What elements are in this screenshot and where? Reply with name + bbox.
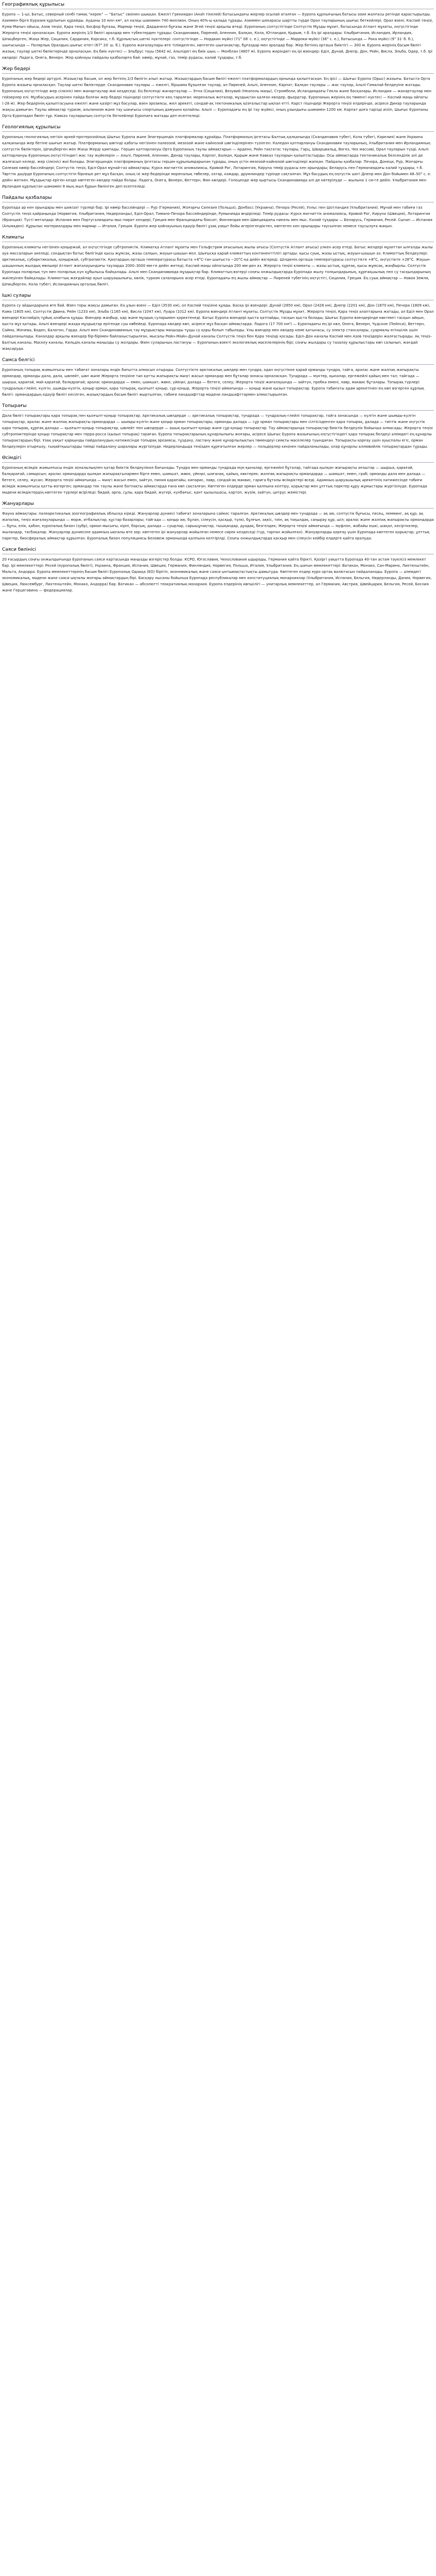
section-paragraph: Еуропаның климаты негізінен қоңыржай, ал оңтүстігінде субтропиктік. Климатқа Атлант мұхиты мен Гольфстрим ағысының жылы ағысы (Солтүстік Атлант ағысы) үлкен әсер етеді. Батыс желдері мұхиттан ылғалды жылы ауа массаларын әкеледі, сондықтан батыс бөлігінде қысы жұмсақ, жазы салқын, жауын-шашын мол. Шығысқа қарай климаттың континенттілігі артады: қысы суық, жазы ыстық, жауын-шашын аз. Климаттық белдеулері: арктикалық, субарктикалық, қоңыржай, субтропиктік. Қаңтардың орташа температурасы батыста +8°C-тан шығыста −20°C-қа дейін өзгереді. Шілденің орташа температурасы солтүстікте +8°C, оңтүстікте +28°C. Жауын-шашынның жылдық мөлшері Атлант жағалауындағы тауларда 2000–3000 мм-ге дейін жетеді, Каспий маңы ойпатында 200 мм-ден аз. Жерорта теңізі климаты — жазы ыстық, құрғақ, қысы жұмсақ, жаңбырлы. Солтүстік Еуропада полярлық түн мен полярлық күн құбылысы байқалады. Альпі мен Скандинавияда мұздықтар бар. Климаттың өзгеруі соңғы онжылдықтарда Еуропада жылу толқындарының, құрғақшылық пен су тасқындарының жиілеуінен байқалады. Климаттық жағдайлар ауыл шаруашылығы, көлік, туризм салаларына әсер етеді. Еуропадағы ең жылы аймақтар — Пиреней түбегінің оңтүстігі, Сицилия, Греция. Ең суық аймақтар — Новая Земля, Шпицберген, Кола түбегі, Исландияның орталық бөлігі. — [2, 245, 433, 286]
section-fauna — [2, 501, 434, 541]
section-paragraph: Еуропаның топырақ жамылғысы мен табиғат зоналары ендік бағытта алмасып отырады. Солтүстікте арктикалық шөлдер мен тундра, одан оңтүстікке қарай орманды тундра, тайга, аралас және жалпақ жапырақты ормандар, орманды дала, дала, шөлейт, шөл және Жерорта теңізіне тән қатты жапырақты мәңгі жасыл ормандар мен бұталар зонасы орналасқан. Тундрада — мүктер, қыналар, ергежейлі қайың мен тал; тайгада — шырша, қарағай, май қарағай, балқарағай; аралас ормандарда — емен, шамшат, жөке, үйеңкі; далада — бетеге, селеу; Жерорта теңізі жағалауында — зәйтүн, пробка емені, лавр, маквис бұталары. Топырақ түрлері: тундралық-глейлі, күлгін, шымды-күлгін, қоңыр орман, қара топырақ, қызғылт қоңыр, сұр-қоңыр, Жерорта теңізі аймағында — қоңыр және қызыл топырақтар. Еуропа табиғаты адам әрекетінен ең көп өзгерген құрлық бөлігі: ормандардың едәуір бөлігі кесілген, жазықтардың басым бөлігі жыртылған, табиғи ландшафттар мәдени ландшафттармен алмастырылған. — [2, 368, 425, 397]
section-heading: Геологиялық құрылысы — [2, 124, 434, 132]
section-paragraph: Еуропа су айдындарына өте бай. Өзен торы жақсы дамыған. Ең ұзын өзені — Еділ (3530 км), ол Каспий теңізіне құяды. Басқа ірі өзендері: Дунай (2850 км), Орал (2428 км), Днепр (2201 км), Дон (1870 км), Печора (1809 км), Кама (1805 км), Солтүстік Двина, Рейн (1233 км), Эльба (1165 км), Висла (1047 км), Луара (1012 км). Еуропа өзендері Атлант мұхиты, Солтүстік Мұзды мұхит, Жерорта теңізі, Қара теңіз алаптарына жатады, ал Еділ мен Орал өзендері Каспийдің тұйық алабына құяды. Өзендер жаңбыр, қар және мұздық суларымен қоректенеді. Батыс Еуропа өзендері қыста қатпайды, тасқын қыста болады; Шығыс Еуропа өзендерінде көктемгі тасқын айқын, қыста мұз қатады. Альпі өзендері жазда мұздықтар ерігенде суы көбейеді. Еуропада көлдер көп, әсіресе мұз басқан аймақтарда: Ладога (17 700 км²) — Еуропадағы ең ірі көл, Онега, Венерн, Чудское (Пейпси), Веттерн, Сайма, Женева, Боден, Балатон, Гарда. Альпі мен Скандинавияның тау мұздықтары маңызды тұщы су қоры болып табылады. Ұлы өзендер мен көлдер кеме қатынасы, су электр стансалары, суармалы егіншілік үшін пайдаланылады. Каналдар арқылы өзендер бір-бірімен байланыстырылған, мысалы Рейн–Майн–Дунай каналы Солтүстік теңіз бен Қара теңізді қосады. Еділ–Дон каналы Каспий мен Азов теңіздерін жалғастырады. Ақ теңіз–Балтық каналы, Мәскеу каналы, Кильдің каналы маңызды су жолдары. Өзен суларының ластануы — Еуропаның өзекті экологиялық мәселелерінің бірі; соңғы жылдары су тазалау құрылыстары көп салынып, жағдай жақсаруда. — [2, 303, 434, 351]
section-paragraph: 20 ғасырдың соңғы онжылдығында Еуропаның саяси картасында маңызды өзгерістер болды: КСРО, Югославия, Чехословакия ыдырады, Германия қайта бірікті. Қазіргі уақытта Еуропада 40-тан астам тәуелсіз мемлекет бар. Ірі мемлекеттері: Ресей (еуропалық бөлігі), Украина, Франция, Испания, Швеция, Германия, Финляндия, Норвегия, Польша, Италия, Ұлыбритания. Ең шағын мемлекеттері: Ватикан, Монако, Сан-Марино, Лихтенштейн, Мальта, Андорра. Еуропа мемлекеттерінің басым бөлігі Еуропалық Одаққа (ЕО) бірігіп, экономикалық және саяси ынтымақтастықты дамытуда. Көптеген елдер еуро ортақ валютасын пайдаланады. Еуропа — әлемдегі экономикалық, мәдени және саяси ықпалы жоғары аймақтардың бірі. Басқару нысаны бойынша Еуропада республикалар мен конституциялық монархиялар (Ұлыбритания, Испания, Бельгия, Нидерланды, Дания, Норвегия, Швеция, Люксембург, Лихтенштейн, Монако, Андорра) бар. Ватикан — абсолютті теократиялық монархия. Еуропа елдерінің көпшілігі — унитарлық мемлекеттер, ал Германия, Австрия, Швейцария, Бельгия, Ресей, Босния және Герцеговина — федерациялар. — [2, 557, 432, 592]
section-paragraph: Фауна аймақтары: палеарктикалық зоогеографиялық облысқа кіреді. Жануарлар дүниесі табиғат зоналарына сәйкес таралған. Арктикалық шөлдер мен тундрада — ақ аю, солтүстік бұғысы, песец, лемминг, ақ құр, ақ жапалақ, теңіз жағалауларында — морж, итбалықтар, құстар базарлары; тайгада — қоңыр аю, бұлан, сілеусін, қасқыр, түлкі, бұлғын, ақкіс, тиін, ақ тоқылдақ, саңырау құр, шіл; аралас және жалпақ жапырақты ормандарда — бұғы, елік, қабан, еуропалық бизон (зубр), орман мысығы, кірпі, борсық; далада — суырлар, сарышұнақтар, тышқандар, дуадақ, безгелдек; Жерорта теңізі аймағында — муфлон, жабайы ешкі, шақал, кесірткелер, жыландар, тасбақалар. Жануарлар дүниесіне адамның ықпалы өте зор: көптеген ірі жануарлар жойылған немесе сирек кездеседі (тур, тарпан жойылған). Жануарларды қорғау үшін Еуропада көптеген қорықтар, ұлттық парктер, биосфералық аймақтар құрылған. Еуропалық бизон популяциясы Беловеж орманында қалпына келтірілді. Соңғы онжылдықтарда қасқыр мен сілеусін кейбір елдерге қайта оралуда. — [2, 512, 434, 540]
section-paragraph: Еуропада әр кен орындары мен шикізат түрлері бар. Ірі көмір бассейндері — Рур (Германия), Жоғарғы Силезия (Польша), Донбасс (Украина), Печора (Ресей), Уэльс пен Шотландия (Ұлыбритания). Мұнай мен табиғи газ Солтүстік теңіз қайраңында (Норвегия, Ұлыбритания, Нидерланды), Еділ-Орал, Тимано-Печора бассейндерінде, Румынияда өндіріледі. Темір рудасы: Курск магниттік аномалиясы, Кривой Рог, Кируна (Швеция), Лотарингия (Франция). Түсті металдар: Испания мен Португалиядағы мыс-пирит кендері, Греция мен Франциядағы боксит, Финляндия мен Швециядағы никель мен мыс. Калий тұздары — Беларусь, Германия, Ресей. Сынап — Испания (Альмаден). Құрылыс материалдары мен мәрмәр — Италия, Греция. Еуропа жер қойнауының едәуір бөлігі ұзақ уақыт бойы игерілгендіктен, көптеген кен орындары таусылған немесе таусылуға жақын. — [2, 206, 432, 228]
section-inland-waters — [2, 293, 434, 352]
section-heading: Пайдалы қазбалары — [2, 195, 434, 202]
section-heading: Жануарлары — [2, 501, 434, 509]
section-relief — [2, 66, 434, 119]
section-heading: Географиялық құрылысы — [2, 2, 434, 9]
section-heading: Ішкі сулары — [2, 293, 434, 300]
section-natural-zones — [2, 357, 434, 398]
section-heading: Самса белгісі — [2, 357, 434, 365]
section-paragraph: Еуропаның жер бедері әртүрлі. Жазықтар басым, ол жер бетінің 2/3 бөлігін алып жатыр. Жазықтардың басым бөлігі ежелгі платформалардың орнында қалыптасқан. Ең ірісі — Шығыс Еуропа (Орыс) жазығы. Батыста Орта Еуропа жазығы орналасқан. Таулар шеткі бөліктерде. Скандинавия таулары — ежелгі, біршама бұзылған таулар, ал Пиреней, Альпі, Апеннин, Карпат, Балқан таулары — жас таулар, Альпі-Гималай белдеуіне жатады. Еуропаның оңтүстігінде жер сілкінісі мен жанартаулар жиі кездеседі. Ең белсенді жанартаулар — Этна (Сицилия), Везувий (Неаполь маңы), Стромболи, Исландиядағы Гекла және басқалары. Исландия — жанартаулар мен гейзерлер елі. Мұзбасудың әсерінен пайда болған жер бедері пішіндері солтүстікте кең таралған: мореналық жоталар, мұздықтан қалған көлдер, фьордтар. Еуропаның жерінің ең төменгі нүктесі — Каспий маңы ойпаты (-28 м). Жер бедерінің қалыптасуына ежелгі және қазіргі мұз басулар, өзен эрозиясы, жел әрекеті, сондай-ақ тектоникалық қозғалыстар ықпал етті. Карст пішіндері Жерорта теңізі елдерінде, әсіресе Динар тауларында жақсы дамыған. Таулы аймақтар туризм, альпинизм және тау шаңғысы спортының дамуына қолайлы. Альпі — Еуропадағы ең ірі тау жүйесі, оның ұзындығы шамамен 1200 км. Карпат доға тәрізді иіліп, Шығыс Еуропаны Орта Еуропадан бөліп тұр. Кавказ тауларының солтүстік беткейлері Еуропаға жатады деп есептеледі. — [2, 77, 431, 118]
section-paragraph: Дала бөлігі топырақтары қара топырақ пен қызғылт-қоңыр топырақтар. Арктикалық шөлдерде — арктикалық топырақтар, тундрада — тундралық-глейлі топырақтар, тайга зонасында — күлгін және шымды-күлгін топырақтар, аралас және жалпақ жапырақты ормандарда — шымды-күлгін және қоңыр орман топырақтары, орманды далада — сұр орман топырақтары мен сілтісізденген қара топырақ, далада — типтік және оңтүстік қара топырақ, құрғақ далада — қызғылт-қоңыр топырақтар, шөлейт пен шөлдерде — ашық қызғылт-қоңыр және сұр-қоңыр топырақтар. Тау аймақтарында топырақтар биіктік белдеулік бойынша алмасады. Жерорта теңізі субтропиктерінде қоңыр топырақтар мен терра-росса (қызыл топырақ) тараған. Еуропа топырақтарының құнарлылығы жоғары, әсіресе Шығыс Еуропа жазығының оңтүстігіндегі қара топырақ белдеуі әлемдегі ең құнарлы топырақтардың бірі. Ұзақ уақыт қарқынды пайдаланудың нәтижесінде топырақ эрозиясы, тұздану, ластану және құнарлылықтың төмендеуі сияқты мәселелер туындаған. Топырақты қорғау үшін ауыспалы егіс, орман белдеулерін отырғызу, тыңайтқыштарды тиімді пайдалану шаралары жүргізілуде. Нидерландыда теңізден құрғатылған жерлер — польдерлер кеңінен пайдаланылады, олар құнарлы аллювийлік топырақтардан тұрады. — [2, 414, 433, 449]
section-political-division — [2, 547, 434, 594]
section-heading: Жер бедері — [2, 66, 434, 74]
section-flora — [2, 455, 434, 496]
section-heading: Саяси бөлінісі — [2, 547, 434, 554]
section-paragraph: Еуропа — 1-ші, Батыс, северный сенбі тамақ “керек” — “Батыс” сөзінен шыққан. Ежелгі Грекиядан (Анаһ тікелей) батысындағы жерлер осылай аталған — Еуропа құрлығының батысы азия жалғасы ретінде қарастырылды. Азиямен бірге Еуразия құрлығын құрайды. Ауданы 10 млн км², ал халқы шамамен 740 миллион. Оның 40%-ы қалада тұрады. Азиямен шекарасы шартты түрде Орал тауларының шығыс беткейлері, Орал өзені, Каспий теңізі, Кума-Маныч ойысы, Азов теңізі, Қара теңіз, Босфор бұғазы, Мәрмәр теңізі, Дарданелл бұғазы және Эгей теңізі арқылы өтеді. Еуропаның солтүстігінде Солтүстік Мұзды мұхит, батысында Атлант мұхиты, оңтүстігінде Жерорта теңізі орналасқан. Еуропа жерінің 1/3 бөлігі аралдар мен түбектерден тұрады: Скандинавия, Пиреней, Апеннин, Балқан, Кола, Ютландия, Қырым, т.б. Ең ірі аралдары: Ұлыбритания, Исландия, Ирландия, Шпицберген, Жаңа Жер, Сицилия, Сардиния, Корсика, т.б. Құрлықтың шеткі нүктелері: солтүстігінде — Нордкин мүйісі (71° 08′ с. е.), оңтүстігінде — Марроки мүйісі (36° с. е.), батысында — Рока мүйісі (9° 31′ б. б.), шығысында — Полярлық Оралдың шығыс етегі (67° 20′ ш. б.). Еуропа жағалаулары өте тілімделген, көптеген шығанақтар, бұғаздар мен аралдар бар. Жер бетінің орташа биіктігі — 300 м. Еуропа жерінің басым бөлігі жазық; таулар шеткі бөліктерінде орналасқан. Ең биік нүктесі — Эльбрус тауы (5642 м), Альпідегі ең биік шың — Монблан (4807 м). Еуропа жеріндегі ең ірі өзендер: Еділ, Дунай, Днепр, Дон, Рейн, Висла, Эльба, Одер, т.б. Ірі көлдері: Ладога, Онега, Венерн. Жер қойнауы пайдалы қазбаларға бай: көмір, мұнай, газ, темір рудасы, калий тұздары, т.б. — [2, 12, 433, 60]
section-geology — [2, 124, 434, 190]
section-geography — [2, 2, 434, 61]
section-heading: Топырағы — [2, 403, 434, 411]
section-paragraph: Еуропаның геологиялық негізін архей-протерозойлық Шығыс Еуропа және Эпигерциндік платформалар құрайды. Платформаның іргетасы Балтық қалқанында (Скандинавия түбегі, Кола түбегі, Карелия) және Украина қалқанында жер бетіне шығып жатыр. Платформаның шөгінді қабаты негізінен палеозой, мезозой және кайнозой шөгінділерінен түзілген. Каледон қатпарлануы Скандинавия тауларының, Ұлыбритания мен Ирландияның солтүстік бөліктерін, Шпицберген мен Жаңа Жерді қамтиды. Герцин қатпарлануы Орта Еуропаның таулы аймақтарын — Арденн, Рейн тақтатас таулары, Гарц, Шварцвальд, Вогез, Чех массиві, Орал тауларын түзді. Альпі қатпарлануы Еуропаның оңтүстігіндегі жас тау жүйелерін — Альпі, Пиреней, Апеннин, Динар таулары, Карпат, Балқан, Қырым және Кавказ тауларын қалыптастырды. Осы аймақтарда тектоникалық белсенділік әлі де жалғасып келеді, жер сілкінісі жиі болады. Эпигерциндік платформаның іргетасы герцин құрылымдарынан тұрады, оның үстін мезозой-кайнозой шөгінділері жапқан. Пайдалы қазбалар: Печора, Донецк, Рур, Жоғарғы Силезия көмір бассейндері; Солтүстік теңіз, Еділ-Орал мұнай-газ аймақтары; Курск магниттік аномалиясы, Кривой Рог, Лотарингия, Кируна темір рудасы кен орындары; Беларусь пен Германиядағы калий тұздары; т.б. Төрттік дәуірде Еуропаның солтүстігін бірнеше рет мұз басқан, оның ізі жер бедерінде мореналық төбелер, озтар, камдар, друмлиндер түрінде сақталған. Мұз басудың ең оңтүстік шегі Днепр мен Дон бойымен 48–50° с. е. дейін жеткен. Мұздықтар еріген кезде көптеген көлдер пайда болды: Ладога, Онега, Венерн, Веттерн, Фин көлдері. Голоценде жер қыртысы Скандинавияда әлі де көтерілуде — жылына 1 см-ге дейін. Ұлыбритания мен Ирландия құрлықтан шамамен 8 мың жыл бұрын бөлінген деп есептеледі. — [2, 135, 431, 189]
section-paragraph: Еуропаның өсімдік жамылғысы ендік зоналылықпен қатар биіктік белдеулікке бағынады. Тундра мен орманды тундрада мүк-қыналар, ергежейлі бұталар, тайгада қылқан жапырақты ағаштар — шырша, қарағай, балқарағай, самырсын; аралас ормандарда қылқан жапырақтылармен бірге емен, шамшат, жөке, үйеңкі, шағанақ, қайың, көктерек; жалпақ жапырақты ормандарда — шамшат, емен, граб; орманды дала мен далада — бетеге, селеу, жусан; Жерорта теңізі аймағында — мәңгі жасыл емен, зәйтүн, пиния қарағайы, кипарис, лавр, сондай-ақ маквис, гарига бұталы өсімдіктері өседі. Адамның шаруашылық әрекетінің нәтижесінде табиғи өсімдік жамылғысы қатты өзгерген; ормандар тек таулы және батпақты аймақтарда ғана көп сақталған. Көптеген елдерде орман қалпына келтіру, қорықтар мен ұлттық парктер құру жұмыстары жүргізілуде. Еуропада мәдени өсімдіктердің көптеген түрлері өсіріледі: бидай, арпа, сұлы, қара бидай, жүгері, күнбағыс, қант қызылшасы, картоп, жүзім, зәйтүн, цитрус жемістері. — [2, 466, 427, 495]
section-heading: Өсімдігі — [2, 455, 434, 463]
section-soils — [2, 403, 434, 450]
section-heading: Климаты — [2, 234, 434, 242]
section-climate — [2, 234, 434, 287]
article-page — [0, 0, 436, 599]
section-minerals — [2, 195, 434, 229]
